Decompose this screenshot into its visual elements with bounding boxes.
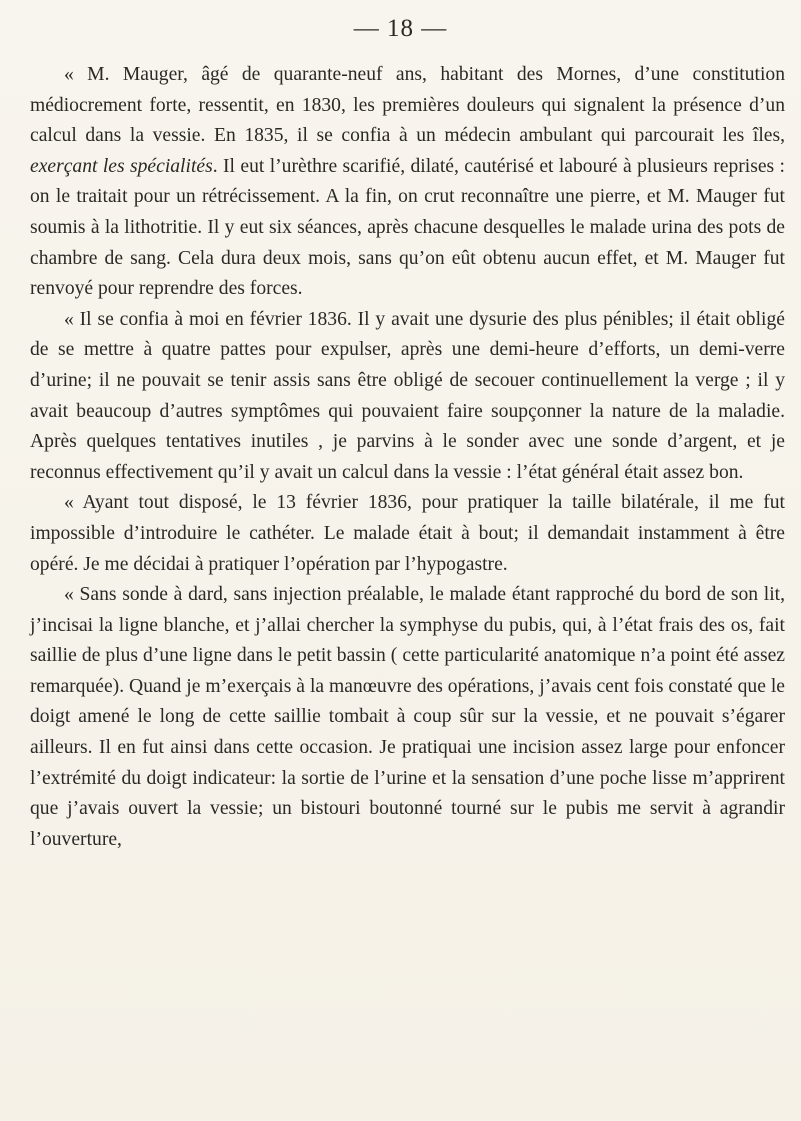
- body-text: [30, 60, 785, 855]
- paragraph-3: « Ayant tout disposé, le 13 février 1836, pour pratiquer la taille bilatérale, il me fut impossible d’introduire le cathéter. Le malade était à bout; il demandait instamment à être opéré. Je me décidai à pratiquer l’opération par l’hypogastre.: [30, 492, 785, 575]
- paragraph-4: « Sans sonde à dard, sans injection préalable, le malade étant rapproché du bord de son lit, j’incisai la ligne blanche, et j’allai chercher la symphyse du pubis, qui, à l’état frais des os, fait saillie de plus d’une ligne dans le petit bassin ( cette particularité anatomique n’a point été assez remarquée). Quand je m’exerçais à la manœuvre des opérations, j’avais cent fois constaté que le doigt amené le long de cette saillie tombait à coup sûr sur la vessie, et ne pouvait s’égarer ailleurs. Il en fut ainsi dans cette occasion. Je pratiquai une incision assez large pour enfoncer l’extrémité du doigt indicateur: la sortie de l’urine et la sensation d’une poche lisse m’apprirent que j’avais ouvert la vessie; un bistouri boutonné tourné sur le pubis me servit à agrandir l’ouverture,: [30, 584, 785, 850]
- paragraph-1: [30, 60, 785, 305]
- paragraph-1-start: « M. Mauger, âgé de quarante-neuf ans, habitant des Mornes, d’une constitution médiocrement forte, ressentit, en 1830, les premières douleurs qui signalent la présence d’un calcul dans la vessie. En 1835, il se confia à un médecin ambulant qui parcourait les îles,: [30, 64, 785, 147]
- page-number: — 18 —: [353, 15, 448, 42]
- paragraph-1-end: . Il eut l’urèthre scarifié, dilaté, cautérisé et labouré à plusieurs reprises : on le traitait pour un rétrécissement. A la fin, on crut reconnaître une pierre, et M. Mauger fut soumis à la lithotritie. Il y eut six séances, après chacune desquelles le malade urina des pots de chambre de sang. Cela dura deux mois, sans qu’on eût obtenu aucun effet, et M. Mauger fut renvoyé pour reprendre des forces.: [30, 155, 785, 300]
- paragraph-1-italic: exerçant les spécialités: [30, 155, 213, 177]
- paragraph-2: « Il se confia à moi en février 1836. Il y avait une dysurie des plus pénibles; il était obligé de se mettre à quatre pattes pour expulser, après une demi-heure d’efforts, un demi-verre d’urine; il ne pouvait se tenir assis sans être obligé de secouer continuellement la verge ; il y avait beaucoup d’autres symptômes qui pouvaient faire soupçonner la nature de la maladie. Après quelques tentatives inutiles , je parvins à le sonder avec une sonde d’argent, et je reconnus effectivement qu’il y avait un calcul dans la vessie : l’état général était assez bon.: [30, 308, 785, 483]
